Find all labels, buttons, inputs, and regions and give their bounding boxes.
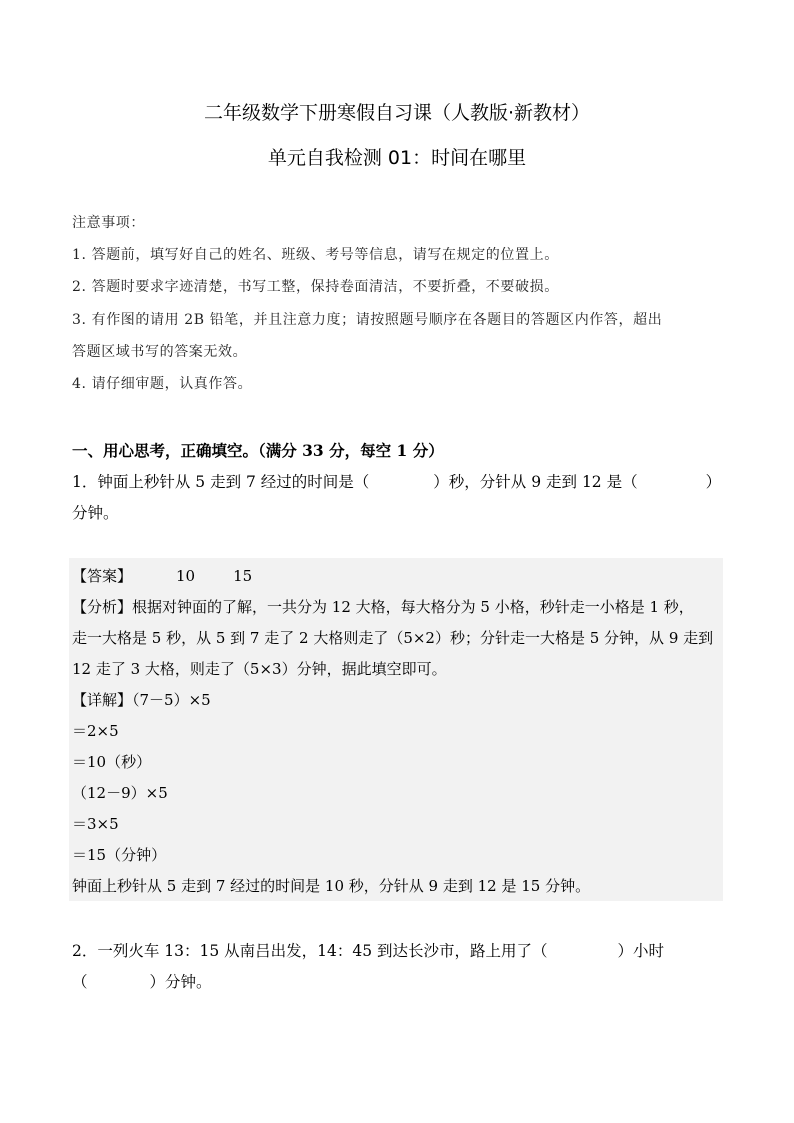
analysis-line: 走一大格是 5 秒，从 5 到 7 走了 2 大格则走了（5×2）秒；分针走一大格是 5 分钟，从 9 走到 — [72, 629, 714, 647]
question-text: （ — [72, 973, 88, 991]
note-item: 4. 请仔细审题，认真作答。 — [72, 376, 253, 392]
note-item: 3. 有作图的请用 2B 铅笔，并且注意力度；请按照题号顺序在各题目的答题区内作答，超出 — [72, 312, 663, 328]
question-text: ）秒，分针从 9 走到 12 是（ — [433, 473, 638, 491]
question-text: ）分钟。 — [149, 973, 212, 991]
calc-step: （12－9）×5 — [72, 784, 168, 802]
analysis-line: 【分析】根据对钟面的了解，一共分为 12 大格，每大格分为 5 小格，秒针走一小格是 1 秒， — [72, 598, 694, 616]
detail-line: 【详解】（7－5）×5 — [72, 691, 211, 709]
question-text: ） — [705, 473, 722, 491]
calc-step: ＝10（秒） — [72, 753, 152, 771]
question-2-line-2 — [72, 970, 212, 992]
conclusion-line: 钟面上秒针从 5 走到 7 经过的时间是 10 秒，分针从 9 走到 12 是 15 分钟。 — [72, 877, 591, 895]
question-2-line-1 — [72, 939, 664, 961]
section-heading: 一、用心思考，正确填空。（满分 33 分，每空 1 分） — [72, 441, 444, 460]
notes-heading: 注意事项： — [72, 215, 145, 231]
note-item: 2. 答题时要求字迹清楚，书写工整，保持卷面清洁，不要折叠，不要破损。 — [72, 279, 559, 295]
page-title: 二年级数学下册寒假自习课（人教版·新教材） — [203, 102, 591, 124]
question-1-line-2: 分钟。 — [72, 504, 119, 522]
answer-row — [72, 565, 252, 586]
calc-step: ＝3×5 — [72, 815, 119, 833]
question-text: 2．一列火车 13：15 从南吕出发，14：45 到达长沙市，路上用了（ — [72, 942, 548, 960]
calc-step: ＝15（分钟） — [72, 846, 167, 864]
answer-value: 10 — [176, 567, 196, 585]
calc-step: ＝2×5 — [72, 722, 119, 740]
analysis-line: 12 走了 3 大格，则走了（5×3）分钟，据此填空即可。 — [72, 660, 447, 678]
question-text: ）小时 — [617, 942, 665, 960]
question-text: 1．钟面上秒针从 5 走到 7 经过的时间是（ — [72, 473, 370, 491]
question-1-line-1 — [72, 470, 721, 492]
answer-value: 15 — [233, 567, 253, 585]
page-subtitle: 单元自我检测 01：时间在哪里 — [267, 147, 527, 169]
answer-label: 【答案】 — [72, 567, 133, 585]
note-item: 答题区域书写的答案无效。 — [72, 344, 248, 360]
note-item: 1. 答题前，填写好自己的姓名、班级、考号等信息，请写在规定的位置上。 — [72, 247, 559, 263]
